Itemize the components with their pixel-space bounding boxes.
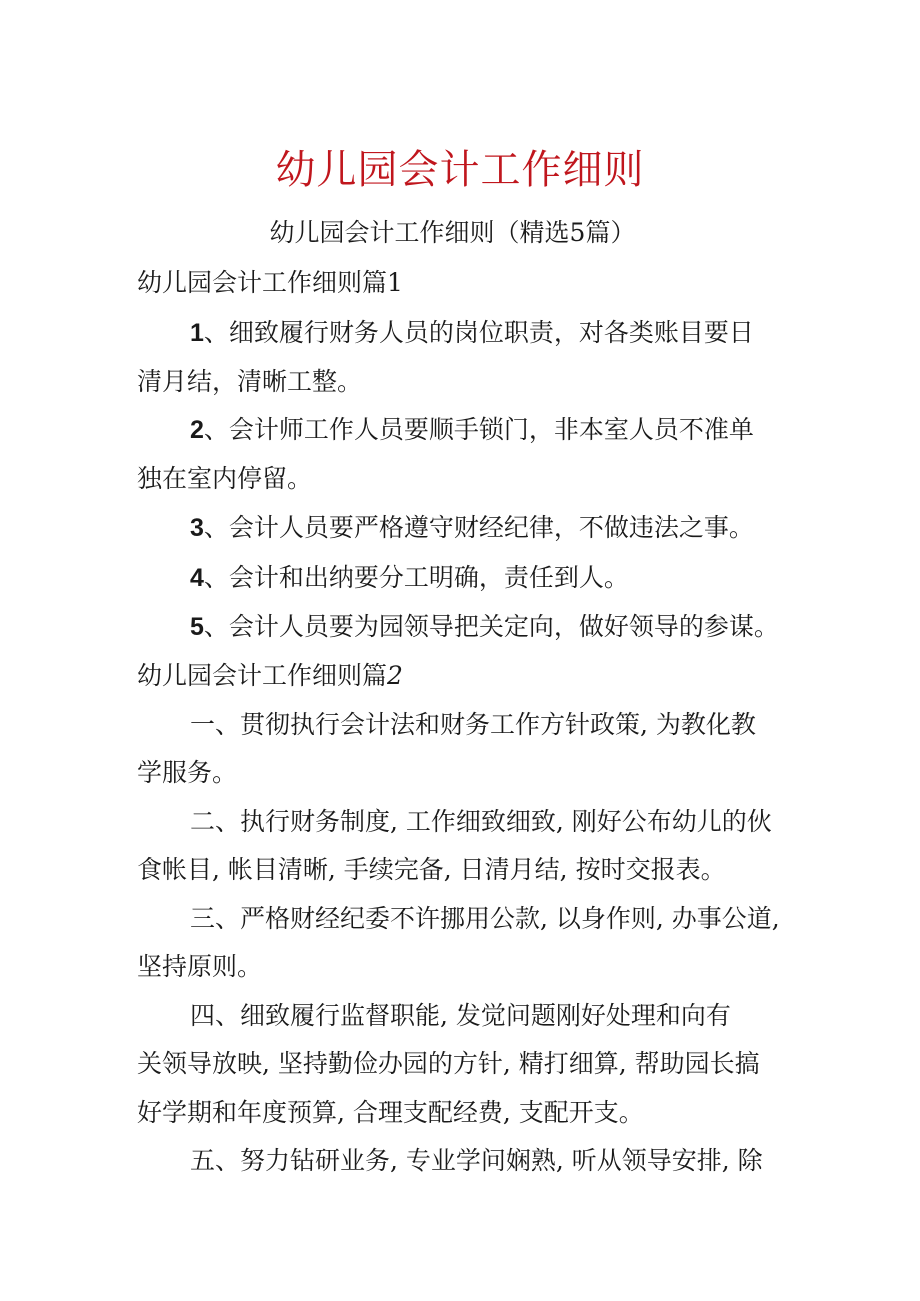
- section-heading-number: 2: [387, 661, 403, 690]
- item-text: 、会计和出纳要分工明确，责任到人。: [203, 563, 629, 592]
- item-text: 、会计人员要为园领导把关定向，做好领导的参谋。: [203, 612, 779, 641]
- list-item-3: [190, 508, 754, 548]
- section-heading-1: [137, 263, 403, 303]
- list-item-2: [190, 410, 754, 450]
- paragraph-line: 关领导放映, 坚持勤俭办园的方针, 精打细算, 帮助园长搞: [137, 1049, 760, 1078]
- item-number: 3: [190, 514, 204, 542]
- list-item-1: [190, 313, 754, 353]
- item-text: 、会计师工作人员要顺手锁门，非本室人员不准单: [203, 415, 754, 444]
- paragraph-line: 好学期和年度预算, 合理支配经费, 支配开支。: [137, 1098, 644, 1127]
- section-heading-2: [137, 656, 403, 696]
- paragraph-line: 食帐目, 帐目清晰, 手续完备, 日清月结, 按时交报表。: [137, 855, 726, 884]
- document-title: 幼儿园会计工作细则: [275, 147, 645, 193]
- paragraph-line: 坚持原则。: [137, 952, 263, 981]
- section-heading-text: 幼儿园会计工作细则篇1: [137, 268, 403, 297]
- item-number: 1: [190, 319, 204, 347]
- paragraph-line: 三、严格财经纪委不许挪用公款, 以身作则, 办事公道,: [190, 904, 780, 933]
- paragraph-line: 五、努力钻研业务, 专业学问娴熟, 听从领导安排, 除: [190, 1146, 763, 1175]
- item-number: 5: [190, 613, 204, 641]
- document-subtitle: 幼儿园会计工作细则（精选5篇）: [269, 218, 636, 247]
- paragraph-line: 四、细致履行监督职能, 发觉问题刚好处理和向有: [190, 1001, 731, 1030]
- item-text: 、会计人员要严格遵守财经纪律，不做违法之事。: [203, 513, 754, 542]
- item-number: 4: [190, 564, 204, 592]
- list-item-1-continuation: 清月结，清晰工整。: [137, 367, 363, 396]
- list-item-4: [190, 558, 629, 598]
- paragraph-line: 二、执行财务制度, 工作细致细致, 刚好公布幼儿的伙: [190, 807, 772, 836]
- section-heading-text: 幼儿园会计工作细则篇: [137, 661, 388, 690]
- list-item-2-continuation: 独在室内停留。: [137, 464, 313, 493]
- paragraph-line: 一、贯彻执行会计法和财务工作方针政策, 为教化教: [190, 710, 756, 739]
- list-item-5: [190, 607, 779, 647]
- item-text: 、细致履行财务人员的岗位职责，对各类账目要日: [203, 318, 754, 347]
- item-number: 2: [190, 416, 204, 444]
- paragraph-line: 学服务。: [137, 758, 238, 787]
